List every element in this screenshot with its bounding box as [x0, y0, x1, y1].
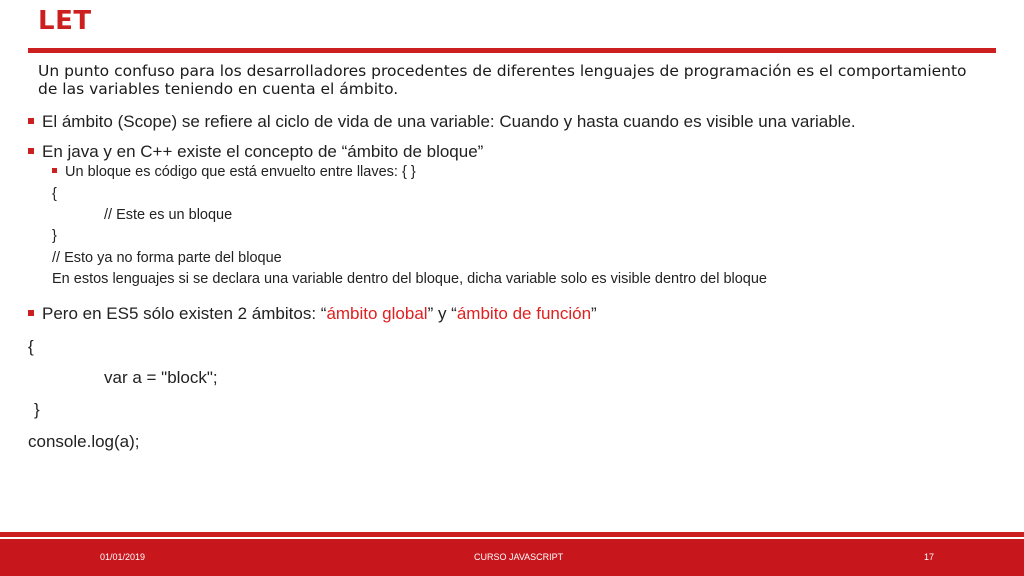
- code1-after-comment: // Esto ya no forma parte del bloque: [52, 250, 282, 266]
- footer-bar: [0, 539, 1024, 576]
- sub-bullet-block: [52, 164, 416, 180]
- bullet-es5-global: ámbito global: [326, 304, 428, 323]
- bullet-es5-mid: ” y “: [427, 304, 457, 323]
- code1-open-brace: {: [52, 186, 57, 202]
- bullet-scope: [28, 112, 856, 132]
- slide-title: LET: [38, 6, 92, 36]
- bullet-es5-function: ámbito de función: [456, 304, 592, 323]
- bullet-es5-pre: Pero en ES5 sólo existen 2 ámbitos: “: [42, 304, 327, 323]
- code1-close-brace: }: [52, 228, 57, 244]
- bullet-block-scope: [28, 142, 483, 162]
- bullet-scope-text: El ámbito (Scope) se refiere al ciclo de vida de una variable: Cuando y hasta cuando es visible una variable.: [42, 112, 856, 131]
- code2-close-brace: }: [34, 400, 40, 419]
- code2-console-log: console.log(a);: [28, 432, 140, 451]
- code1-comment: // Este es un bloque: [104, 207, 233, 223]
- footer-rule: [0, 532, 1024, 537]
- bullet-square-icon: [28, 310, 34, 316]
- bullet-block-scope-text: En java y en C++ existe el concepto de “ámbito de bloque”: [42, 142, 484, 161]
- sub-bullet-block-text: Un bloque es código que está envuelto entre llaves: { }: [65, 164, 416, 180]
- bullet-es5-scopes: [28, 304, 597, 324]
- footer-page-number: 17: [924, 552, 935, 562]
- code2-open-brace: {: [28, 337, 34, 356]
- bullet-square-icon: [52, 168, 57, 173]
- code2-var-declaration: var a = "block";: [104, 368, 218, 387]
- footer-date: 01/01/2019: [100, 552, 146, 562]
- bullet-square-icon: [28, 148, 34, 154]
- code1-note: En estos lenguajes si se declara una variable dentro del bloque, dicha variable solo es visible dentro del bloque: [52, 271, 767, 287]
- footer-course: CURSO JAVASCRIPT: [474, 552, 564, 562]
- bullet-square-icon: [28, 118, 34, 124]
- bullet-es5-post: ”: [591, 304, 597, 323]
- title-divider: [28, 48, 996, 53]
- intro-paragraph: Un punto confuso para los desarrolladores procedentes de diferentes lenguajes de programación es el comportamiento de las variables teniendo en cuenta el ámbito.: [38, 62, 967, 98]
